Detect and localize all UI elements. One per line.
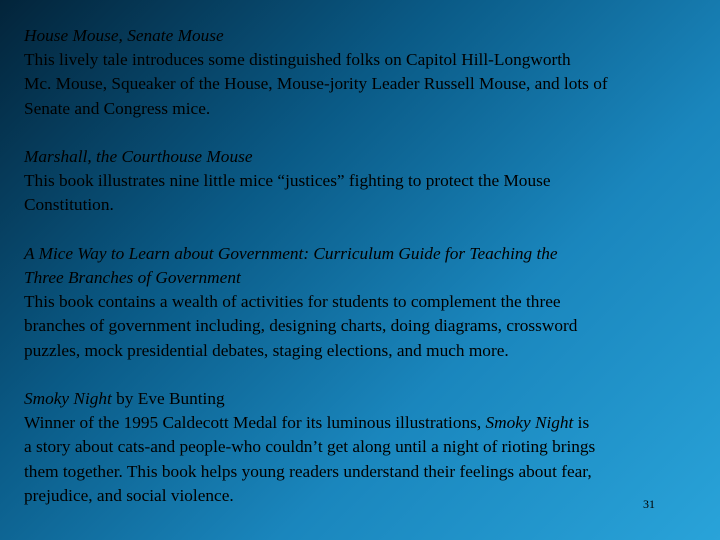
- book-title-inline: Smoky Night: [485, 413, 574, 433]
- book-description-line: puzzles, mock presidential debates, staging elections, and much more.: [24, 340, 509, 360]
- book-title: A Mice Way to Learn about Government: Curriculum Guide for Teaching the: [24, 243, 558, 263]
- book-description-line: This book illustrates nine little mice “justices” fighting to protect the Mouse: [24, 171, 551, 191]
- book-marshall-courthouse-mouse: [24, 145, 696, 218]
- slide-number: 31: [643, 497, 655, 511]
- book-title-line: [24, 387, 696, 411]
- book-description-line: [24, 411, 696, 435]
- book-description-line: prejudice, and social violence.: [24, 485, 234, 505]
- book-description-line: Senate and Congress mice.: [24, 98, 211, 118]
- book-description-text: is: [573, 413, 590, 433]
- book-list: [24, 24, 696, 508]
- book-house-mouse-senate-mouse: [24, 24, 696, 121]
- book-description-line: a story about cats-and people-who couldn’t get along until a night of rioting brings: [24, 437, 596, 457]
- book-title: Smoky Night: [24, 389, 112, 408]
- book-mice-way-government: [24, 242, 696, 363]
- book-description-line: Constitution.: [24, 195, 114, 215]
- book-description-line: This lively tale introduces some distinguished folks on Capitol Hill-Longworth: [24, 50, 571, 70]
- book-description-line: branches of government including, designing charts, doing diagrams, crossword: [24, 316, 578, 336]
- book-description-line: Mc. Mouse, Squeaker of the House, Mouse-jority Leader Russell Mouse, and lots of: [24, 74, 608, 94]
- book-description-line: This book contains a wealth of activities for students to complement the three: [24, 292, 561, 312]
- book-smoky-night: [24, 387, 696, 508]
- book-description-line: them together. This book helps young readers understand their feelings about fear,: [24, 461, 592, 481]
- book-description-text: Winner of the 1995 Caldecott Medal for its luminous illustrations,: [24, 413, 486, 433]
- book-title-continued: Three Branches of Government: [24, 268, 241, 287]
- book-author: by Eve Bunting: [111, 389, 225, 408]
- book-title: Marshall, the Courthouse Mouse: [24, 147, 253, 166]
- book-title: House Mouse, Senate Mouse: [24, 26, 224, 45]
